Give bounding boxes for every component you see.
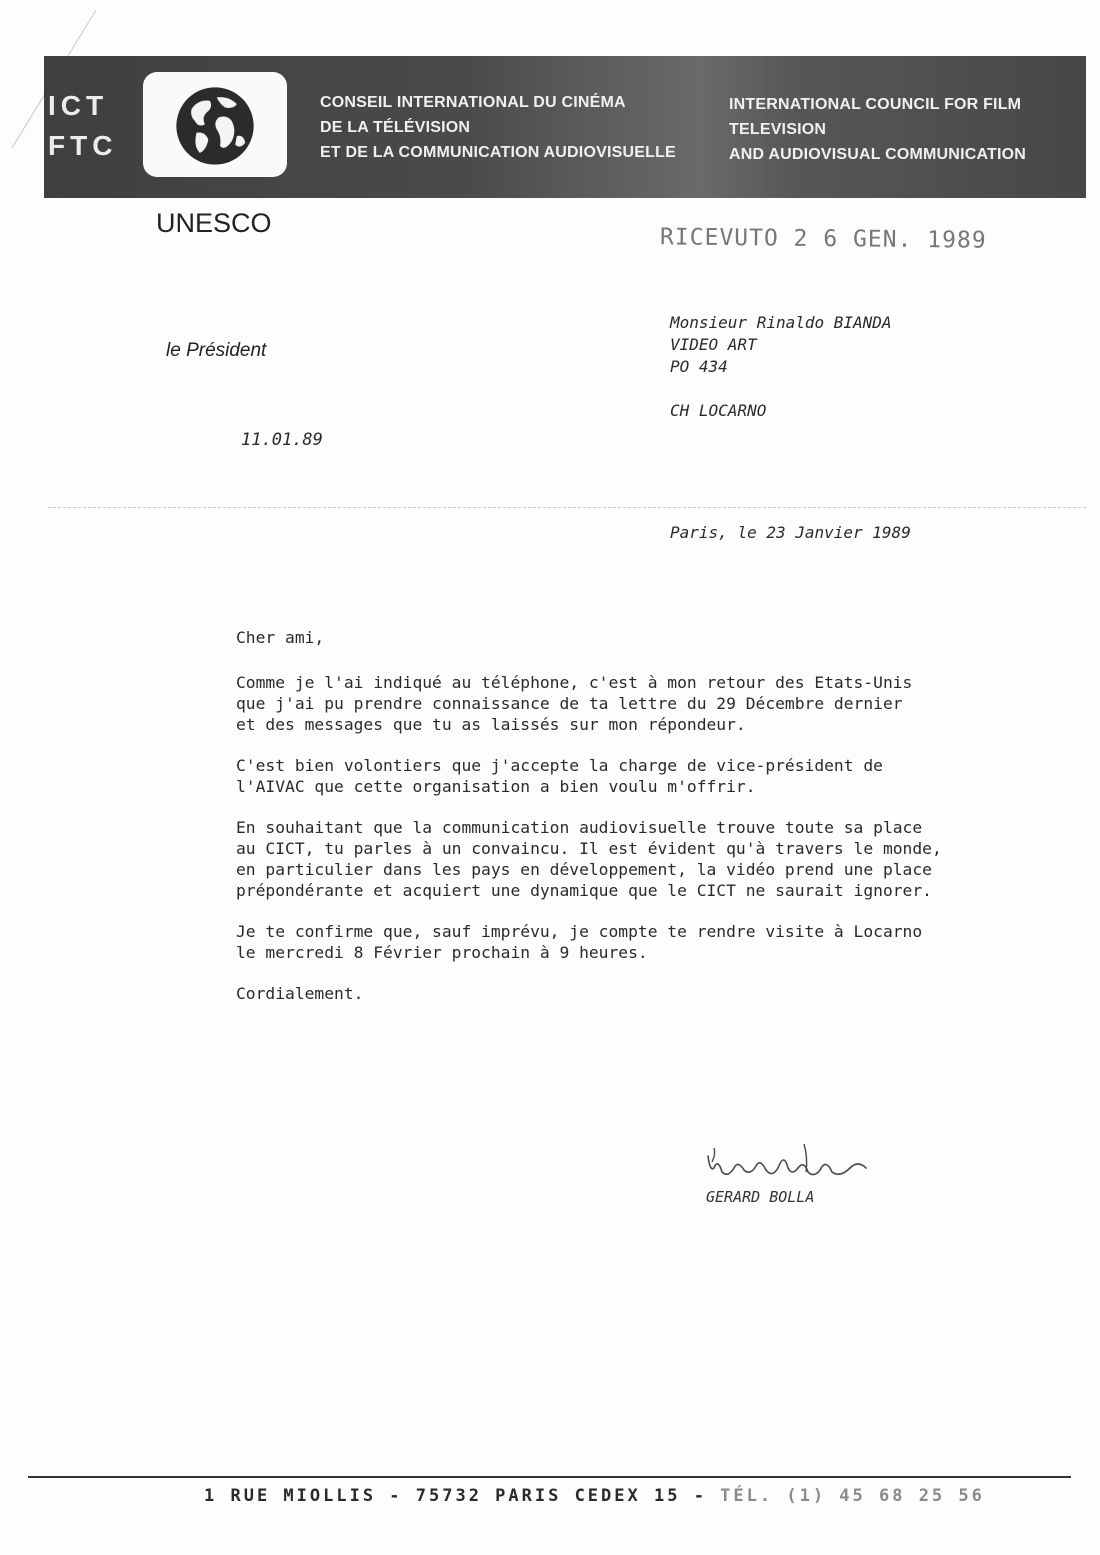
paragraph-3-line-3: en particulier dans les pays en développement, la vidéo prend une place (236, 860, 932, 879)
paragraph-1 (236, 672, 1036, 735)
footer-phone: TÉL. (1) 45 68 25 56 (720, 1486, 985, 1506)
council-name-fr (320, 90, 676, 165)
place-and-date: Paris, le 23 Janvier 1989 (670, 523, 911, 542)
paragraph-2-line-2: l'AIVAC que cette organisation a bien voulu m'offrir. (236, 777, 756, 796)
paragraph-4 (236, 921, 1036, 963)
council-en-line-2: TELEVISION (729, 121, 827, 138)
globe-icon (173, 84, 257, 168)
council-fr-line-1: CONSEIL INTERNATIONAL DU CINÉMA (320, 94, 626, 111)
council-fr-line-2: DE LA TÉLÉVISION (320, 119, 471, 136)
closing: Cordialement. (236, 984, 364, 1003)
paragraph-1-line-2: que j'ai pu prendre connaissance de ta lettre du 29 Décembre dernier (236, 694, 903, 713)
council-en-line-1: INTERNATIONAL COUNCIL FOR FILM (729, 96, 1022, 113)
recipient-address (670, 312, 892, 422)
recipient-line-4: CH LOCARNO (670, 401, 767, 420)
paragraph-3-line-1: En souhaitant que la communication audiovisuelle trouve toute sa place (236, 818, 923, 837)
footer-street: 1 RUE MIOLLIS - 75732 PARIS CEDEX 15 - (204, 1486, 721, 1506)
paragraph-2 (236, 755, 1036, 797)
paragraph-3 (236, 817, 1036, 901)
paragraph-4-line-2: le mercredi 8 Février prochain à 9 heures. (236, 943, 648, 962)
paragraph-2-line-1: C'est bien volontiers que j'accepte la charge de vice-président de (236, 756, 883, 775)
council-en-line-3: AND AUDIOVISUAL COMMUNICATION (729, 146, 1027, 163)
paragraph-1-line-1: Comme je l'ai indiqué au téléphone, c'est à mon retour des Etats-Unis (236, 673, 913, 692)
received-stamp: RICEVUTO 2 6 GEN. 1989 (659, 224, 987, 254)
recipient-line-2: VIDEO ART (670, 335, 757, 354)
paragraph-1-line-3: et des messages que tu as laissés sur mon répondeur. (236, 715, 746, 734)
letter-body (236, 627, 1036, 1024)
organization-label: UNESCO (156, 208, 272, 238)
footer-address (204, 1486, 985, 1506)
recipient-line-3: PO 434 (670, 357, 728, 376)
fold-line (48, 507, 1086, 508)
salutation: Cher ami, (236, 628, 325, 647)
acronym-fr: ICT (48, 90, 109, 121)
paragraph-4-line-1: Je te confirme que, sauf imprévu, je compte te rendre visite à Locarno (236, 922, 923, 941)
paragraph-3-line-4: prépondérante et acquiert une dynamique que le CICT ne saurait ignorer. (236, 881, 932, 900)
acronym-en: FTC (48, 130, 118, 161)
council-name-en (729, 92, 1026, 167)
reference-date: 11.01.89 (241, 430, 323, 450)
handwritten-signature (700, 1138, 875, 1193)
sender-title: le Président (166, 340, 267, 361)
footer-rule (28, 1476, 1071, 1478)
paragraph-3-line-2: au CICT, tu parles à un convaincu. Il est évident qu'à travers le monde, (236, 839, 942, 858)
recipient-line-1: Monsieur Rinaldo BIANDA (670, 313, 892, 332)
council-fr-line-3: ET DE LA COMMUNICATION AUDIOVISUELLE (320, 144, 676, 161)
signer-name: GERARD BOLLA (706, 1188, 815, 1206)
